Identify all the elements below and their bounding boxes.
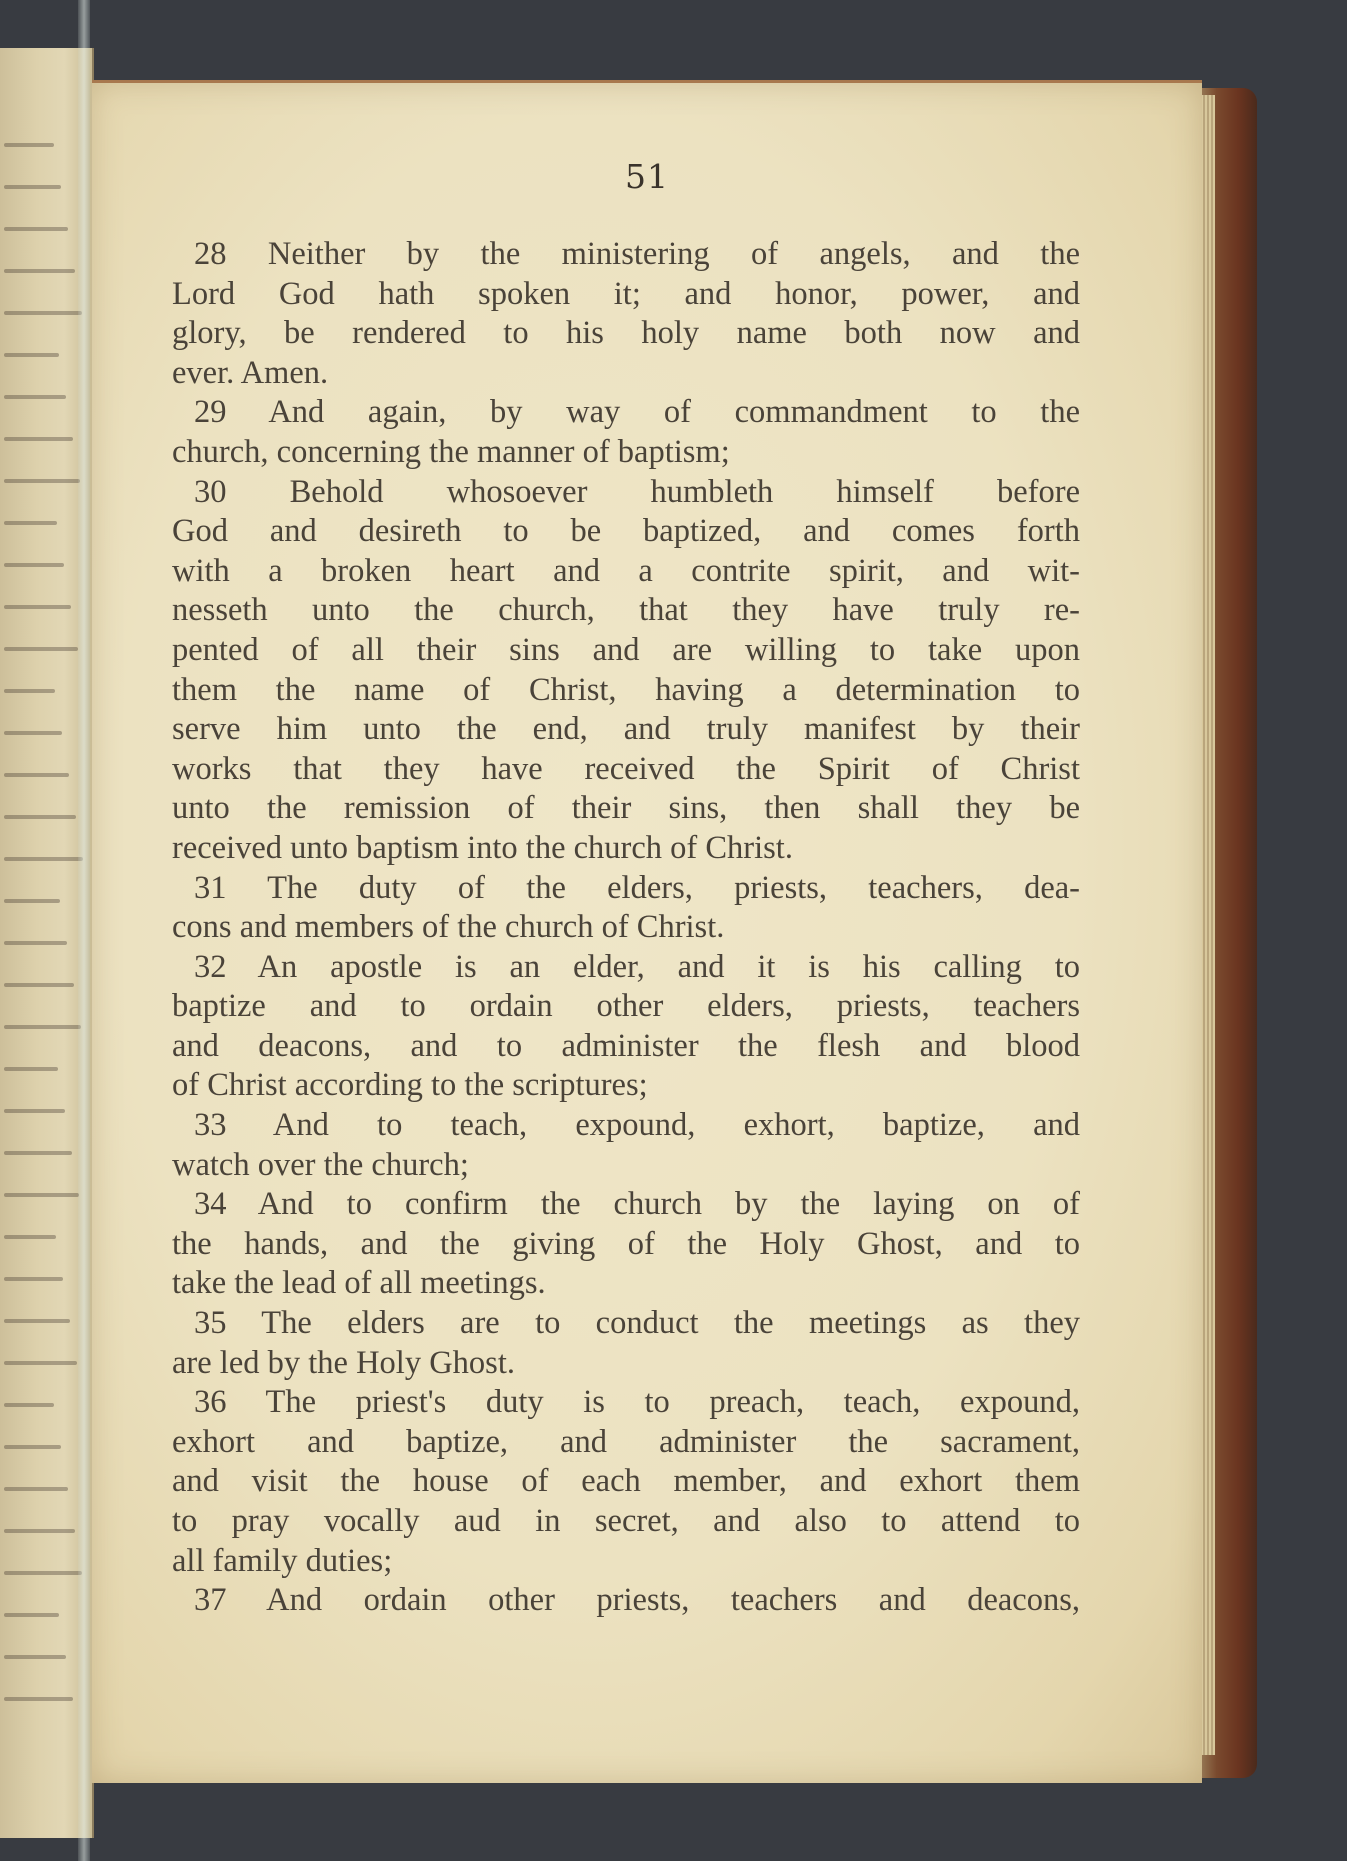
facing-page-text-mark bbox=[4, 1151, 72, 1155]
facing-page-text-mark bbox=[4, 227, 68, 231]
text-line: 29 And again, by way of commandment to the bbox=[194, 394, 1080, 431]
facing-page-text-mark bbox=[4, 899, 60, 903]
facing-page-text-mark bbox=[4, 1571, 82, 1575]
text-line: exhort and baptize, and administer the sacrament, bbox=[172, 1423, 1080, 1460]
facing-page-text-mark bbox=[4, 731, 62, 735]
book-page bbox=[92, 80, 1202, 1783]
facing-page-text-mark bbox=[4, 395, 66, 399]
text-line: Lord God hath spoken it; and honor, power, and bbox=[172, 275, 1080, 312]
text-line: God and desireth to be baptized, and comes forth bbox=[172, 513, 1080, 550]
facing-page-text-mark bbox=[4, 563, 64, 567]
facing-page-text-mark bbox=[4, 1193, 79, 1197]
text-line: take the lead of all meetings. bbox=[172, 1265, 546, 1302]
text-line: 32 An apostle is an elder, and it is his calling to bbox=[194, 948, 1080, 985]
text-line: the hands, and the giving of the Holy Ghost, and to bbox=[172, 1225, 1080, 1262]
text-line: all family duties; bbox=[172, 1542, 393, 1579]
text-line: 28 Neither by the ministering of angels, and the bbox=[194, 236, 1080, 272]
glass-plate-edge bbox=[78, 0, 90, 1861]
text-line: 35 The elders are to conduct the meetings as they bbox=[194, 1305, 1080, 1342]
text-line: watch over the church; bbox=[172, 1146, 469, 1183]
facing-page-text-mark bbox=[4, 1025, 81, 1029]
facing-page-text-mark bbox=[4, 143, 54, 147]
page-text bbox=[172, 235, 1080, 1621]
facing-page-text-mark bbox=[4, 1277, 63, 1281]
text-line: them the name of Christ, having a determination to bbox=[172, 671, 1080, 708]
text-line: nesseth unto the church, that they have truly re- bbox=[172, 592, 1080, 629]
facing-page-text-mark bbox=[4, 1403, 54, 1407]
text-line: 34 And to confirm the church by the laying on of bbox=[194, 1186, 1080, 1223]
text-line: to pray vocally aud in secret, and also to attend to bbox=[172, 1503, 1080, 1539]
facing-page-text-mark bbox=[4, 269, 75, 273]
facing-page-text-mark bbox=[4, 1109, 65, 1113]
facing-page-text-mark bbox=[4, 311, 82, 315]
text-line: pented of all their sins and are willing to take upon bbox=[172, 631, 1080, 668]
facing-page-text-mark bbox=[4, 1361, 77, 1365]
text-line: and visit the house of each member, and exhort them bbox=[172, 1463, 1080, 1500]
text-line: works that they have received the Spirit of Christ bbox=[172, 750, 1080, 787]
page-number: 51 bbox=[625, 157, 669, 196]
facing-page-text-mark bbox=[4, 605, 71, 609]
facing-page-text-mark bbox=[4, 1067, 58, 1071]
text-line: 37 And ordain other priests, teachers and deacons, bbox=[194, 1582, 1080, 1619]
facing-page-text-mark bbox=[4, 1613, 59, 1617]
facing-page-text-mark bbox=[4, 983, 74, 987]
text-line: glory, be rendered to his holy name both now and bbox=[172, 315, 1080, 352]
facing-page-text-mark bbox=[4, 815, 76, 819]
facing-page-text-mark bbox=[4, 773, 69, 777]
text-line: baptize and to ordain other elders, priests, teachers bbox=[172, 988, 1080, 1025]
text-line: 36 The priest's duty is to preach, teach, expound, bbox=[194, 1384, 1080, 1421]
text-line: 30 Behold whosoever humbleth himself before bbox=[194, 473, 1080, 510]
text-line: received unto baptism into the church of Christ. bbox=[172, 829, 793, 866]
text-line: cons and members of the church of Christ. bbox=[172, 909, 725, 946]
text-line: 31 The duty of the elders, priests, teachers, dea- bbox=[194, 869, 1080, 906]
facing-page-text-mark bbox=[4, 941, 67, 945]
facing-page-text-mark bbox=[4, 857, 83, 861]
facing-page-text-mark bbox=[4, 647, 78, 651]
text-line: unto the remission of their sins, then shall they be bbox=[172, 790, 1080, 827]
facing-page-text-mark bbox=[4, 1445, 61, 1449]
facing-page-text-mark bbox=[4, 1235, 56, 1239]
facing-page-text-mark bbox=[4, 1655, 66, 1659]
text-line: serve him unto the end, and truly manifest by their bbox=[172, 711, 1080, 748]
facing-page-text-mark bbox=[4, 1487, 68, 1491]
facing-page-text-mark bbox=[4, 437, 73, 441]
text-line: church, concerning the manner of baptism; bbox=[172, 433, 730, 470]
facing-page-text-mark bbox=[4, 479, 80, 483]
text-line: are led by the Holy Ghost. bbox=[172, 1344, 515, 1381]
facing-page-text-mark bbox=[4, 353, 59, 357]
facing-page-text-mark bbox=[4, 689, 55, 693]
facing-page-text-mark bbox=[4, 1529, 75, 1533]
text-line: 33 And to teach, expound, exhort, baptize, and bbox=[194, 1107, 1080, 1144]
text-line: of Christ according to the scriptures; bbox=[172, 1067, 648, 1104]
facing-page-text-mark bbox=[4, 185, 61, 189]
facing-page-text-mark bbox=[4, 521, 57, 525]
facing-page-text-mark bbox=[4, 1319, 70, 1323]
text-line: ever. Amen. bbox=[172, 354, 329, 391]
text-line: with a broken heart and a contrite spirit, and wit- bbox=[172, 552, 1080, 589]
text-line: and deacons, and to administer the flesh and blood bbox=[172, 1027, 1080, 1064]
facing-page-text-mark bbox=[4, 1697, 73, 1701]
